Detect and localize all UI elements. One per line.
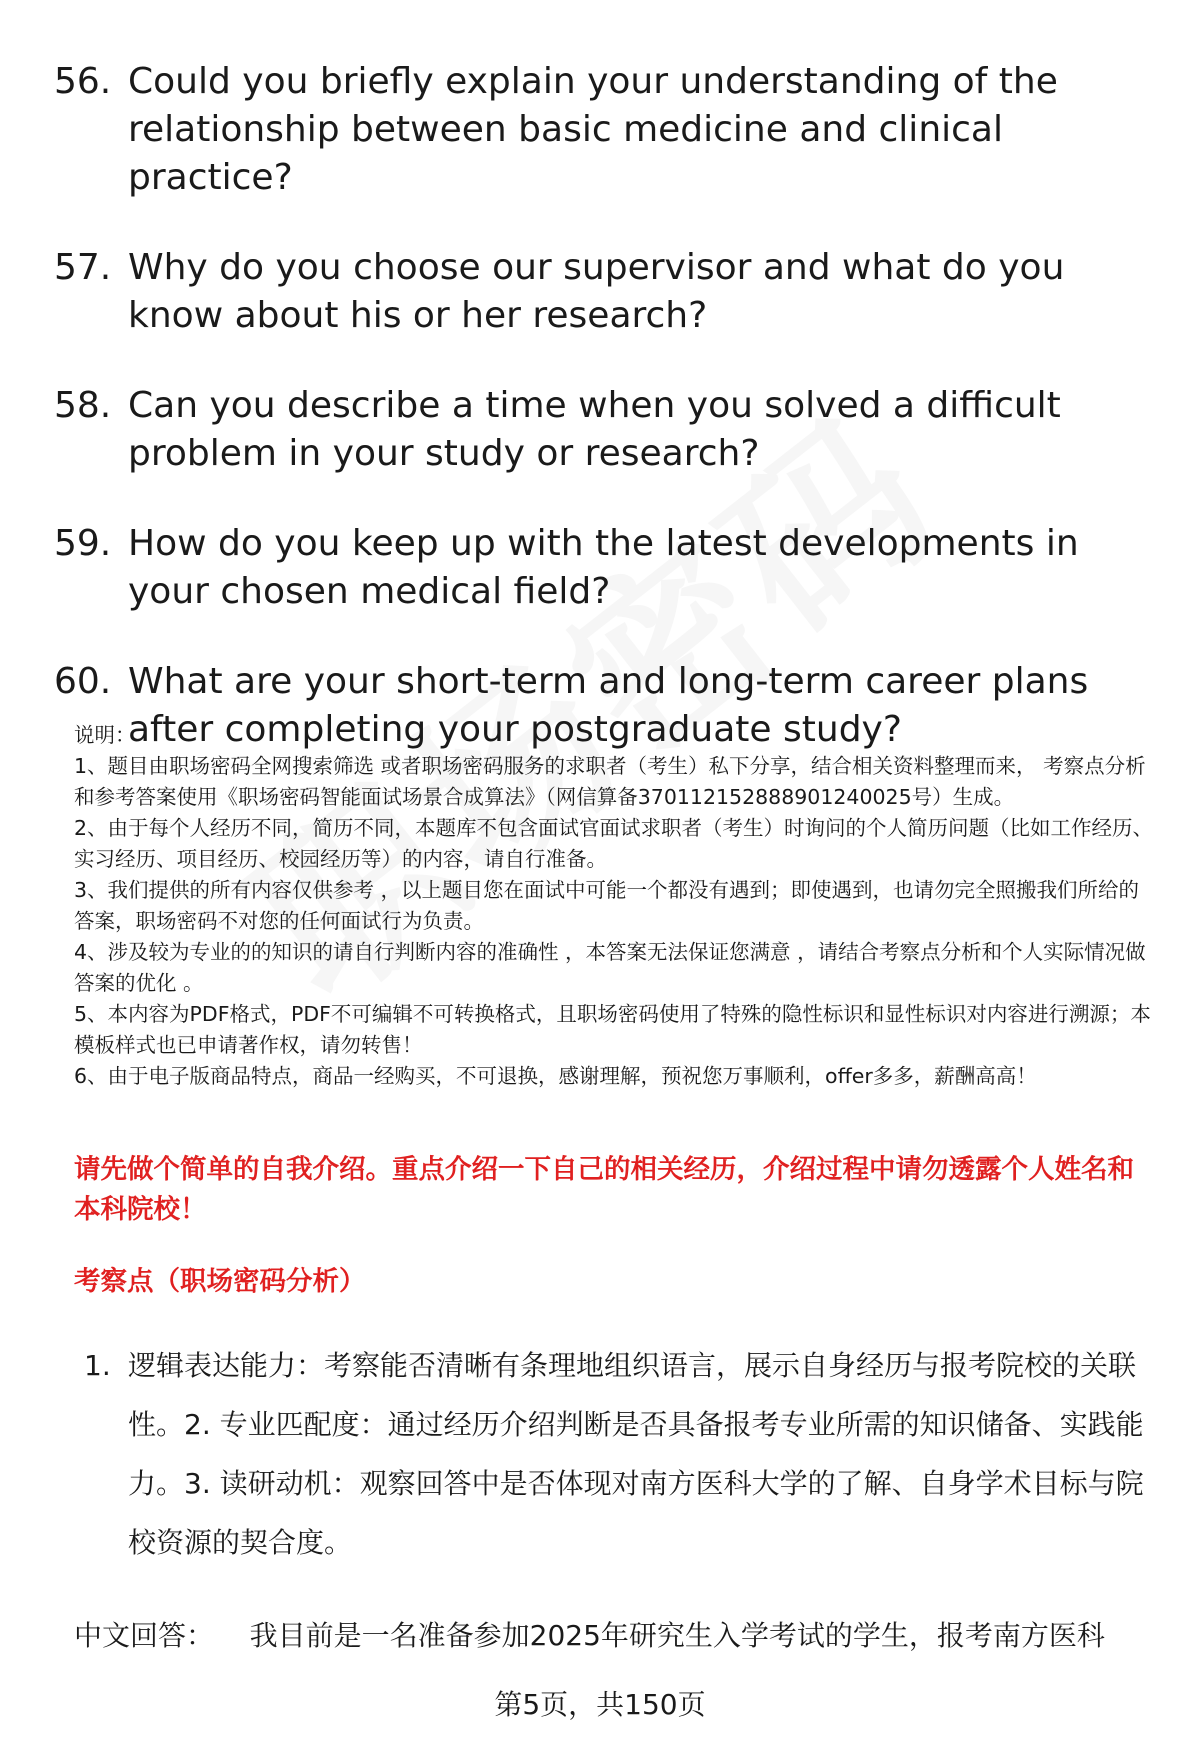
question-number: 57.: [54, 247, 112, 288]
note-item: 5、本内容为PDF格式，PDF不可编辑不可转换格式，且职场密码使用了特殊的隐性标识和显性标识对内容进行溯源；本模板样式也已申请著作权，请勿转售！: [74, 1002, 1151, 1057]
question-item: [54, 382, 1164, 478]
question-text: What are your short-term and long-term career plans after completing your postgraduate study?: [128, 661, 1089, 750]
page-footer: 第5页，共150页: [494, 1688, 706, 1721]
answer-paragraph: [74, 1616, 1105, 1656]
question-item: [54, 244, 1164, 340]
notes-title: 说明：: [74, 723, 136, 747]
answer-text: 我目前是一名准备参加2025年研究生入学考试的学生，报考南方医科: [249, 1619, 1105, 1652]
intro-question: 请先做个简单的自我介绍。重点介绍一下自己的相关经历，介绍过程中请勿透露个人姓名和本科院校！: [74, 1154, 1134, 1225]
analysis-title: 考察点（职场密码分析）: [74, 1266, 366, 1297]
analysis-list: [84, 1336, 1164, 1572]
question-text: Can you describe a time when you solved a difficult problem in your study or research?: [128, 385, 1061, 474]
analysis-number: 1.: [84, 1349, 111, 1382]
note-item: 2、由于每个人经历不同，简历不同，本题库不包含面试官面试求职者（考生）时询问的个人简历问题（比如工作经历、实习经历、项目经历、校园经历等）的内容，请自行准备。: [74, 816, 1154, 871]
analysis-text: 逻辑表达能力：考察能否清晰有条理地组织语言，展示自身经历与报考院校的关联性。2. 专业匹配度：通过经历介绍判断是否具备报考专业所需的知识储备、实践能力。3. 读研动机：观察回答中是否体现对南方医科大学的了解、自身学术目标与院校资源的契合度。: [128, 1349, 1144, 1559]
question-number: 59.: [54, 523, 112, 564]
answer-label: 中文回答：: [74, 1619, 215, 1652]
question-text: How do you keep up with the latest developments in your chosen medical field?: [128, 523, 1079, 612]
question-list: [54, 58, 1164, 796]
question-number: 60.: [54, 661, 112, 702]
question-item: [54, 520, 1164, 616]
question-text: Could you briefly explain your understanding of the relationship between basic medicine and clinical practice?: [128, 61, 1058, 198]
note-item: 1、题目由职场密码全网搜索筛选 或者职场密码服务的求职者（考生）私下分享，结合相关资料整理而来， 考察点分析和参考答案使用《职场密码智能面试场景合成算法》（网信算备370112152888901240025号）生成。: [74, 754, 1146, 809]
note-item: 4、涉及较为专业的的知识的请自行判断内容的准确性 ，本答案无法保证您满意 ，请结合考察点分析和个人实际情况做答案的优化 。: [74, 940, 1146, 995]
notes-section: [74, 720, 1156, 1092]
note-item: 3、我们提供的所有内容仅供参考 ，以上题目您在面试中可能一个都没有遇到；即使遇到，也请勿完全照搬我们所给的答案，职场密码不对您的任何面试行为负责。: [74, 878, 1140, 933]
question-number: 58.: [54, 385, 112, 426]
question-text: Why do you choose our supervisor and what do you know about his or her research?: [128, 247, 1065, 336]
note-item: 6、由于电子版商品特点，商品一经购买，不可退换，感谢理解，预祝您万事顺利，offer多多，薪酬高高！: [74, 1064, 1037, 1088]
question-item: [54, 58, 1164, 202]
question-number: 56.: [54, 61, 112, 102]
